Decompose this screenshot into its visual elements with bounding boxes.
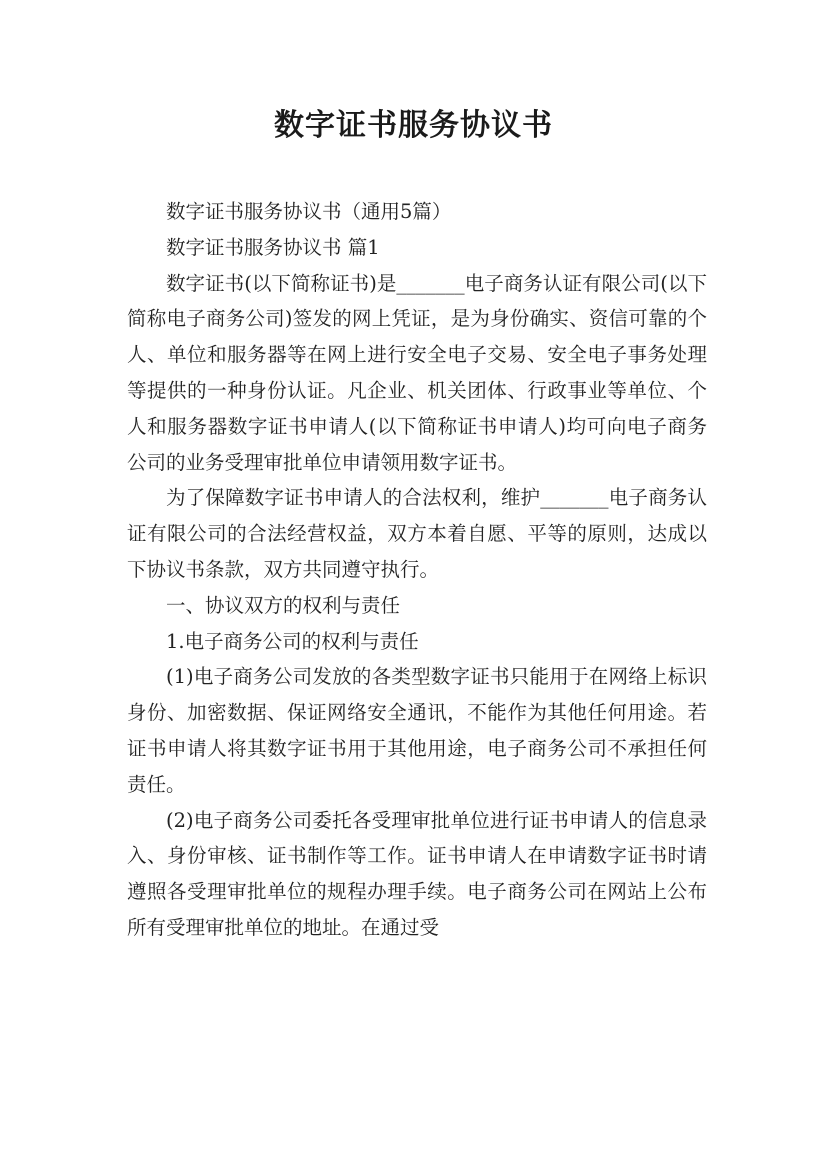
paragraph-heading-company: 1.电子商务公司的权利与责任 bbox=[166, 629, 419, 653]
paragraph-purpose: 为了保障数字证书申请人的合法权利，维护_______电子商务认证有限公司的合法经营权益，双方本着自愿、平等的原则，达成以下协议书条款，双方共同遵守执行。 bbox=[127, 486, 707, 581]
paragraph-definition: 数字证书(以下简称证书)是_______电子商务认证有限公司(以下简称电子商务公司)签发的网上凭证，是为身份确实、资信可靠的个人、单位和服务器等在网上进行安全电子交易、安全电子事务处理等提供的一种身份认证。凡企业、机关团体、行政事业等单位、个人和服务器数字证书申请人(以下简称证书申请人)均可向电子商务公司的业务受理审批单位申请领用数字证书。 bbox=[127, 271, 707, 474]
document-body bbox=[127, 194, 707, 946]
paragraph-heading-rights: 一、协议双方的权利与责任 bbox=[166, 593, 401, 617]
paragraph-clause-1: (1)电子商务公司发放的各类型数字证书只能用于在网络上标识身份、加密数据、保证网络安全通讯，不能作为其他任何用途。若证书申请人将其数字证书用于其他用途，电子商务公司不承担任何责任。 bbox=[127, 665, 707, 796]
document-title: 数字证书服务协议书 bbox=[274, 108, 553, 143]
paragraph-clause-2: (2)电子商务公司委托各受理审批单位进行证书申请人的信息录入、身份审核、证书制作等工作。证书申请人在申请数字证书时请遵照各受理审批单位的规程办理手续。电子商务公司在网站上公布所有受理审批单位的地址。在通过受 bbox=[127, 808, 707, 939]
paragraph-subtitle: 数字证书服务协议书（通用5篇） bbox=[166, 200, 452, 223]
paragraph-section-heading: 数字证书服务协议书 篇1 bbox=[166, 235, 380, 259]
